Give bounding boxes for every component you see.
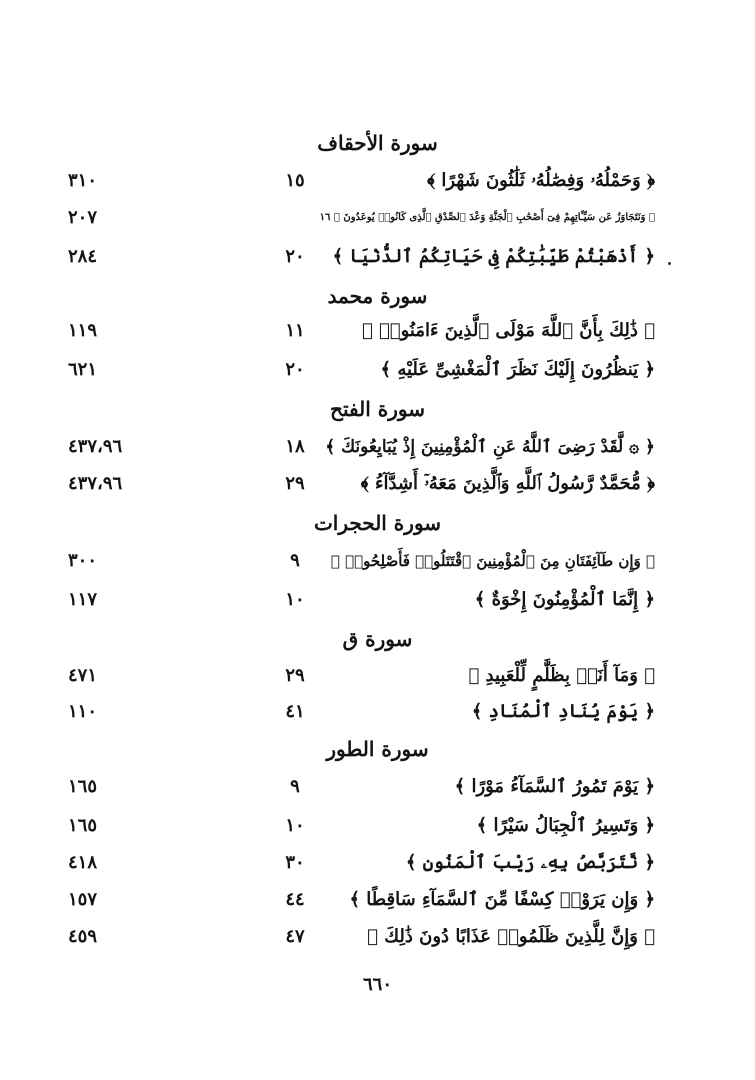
page-refs: ٤٥٩ bbox=[68, 926, 98, 947]
ayah-number: ٢٩ bbox=[285, 473, 305, 494]
verse-text: ﴿ ذَٰلِكَ بِأَنَّ ٱللَّهَ مَوْلَى ٱلَّذِينَ ءَامَنُوا۟ ﴾ bbox=[361, 320, 655, 341]
page-refs: ١٦٥ bbox=[68, 815, 98, 836]
ayah-number: ٢٩ bbox=[285, 665, 305, 686]
verse-row bbox=[0, 885, 755, 915]
verse-text: ﴿ يَوْمَ تَمُورُ ٱلسَّمَآءُ مَوْرًا ﴾ bbox=[454, 776, 655, 797]
page-refs: ٣٠٠ bbox=[68, 550, 98, 571]
page-refs: ٤٧١ bbox=[68, 665, 98, 686]
ayah-number: ٩ bbox=[290, 776, 300, 797]
ayah-number: ١٠ bbox=[285, 815, 305, 836]
verse-text: ﴿ وَإِنَّ لِلَّذِينَ ظَلَمُوا۟ عَذَابًا دُونَ ذَٰلِكَ ﴾ bbox=[367, 926, 655, 947]
verse-row bbox=[0, 922, 755, 952]
verse-text: ﴿ ۞ لَّقَدْ رَضِىَ ٱللَّهُ عَنِ ٱلْمُؤْمِنِينَ إِذْ يُبَايِعُونَكَ ﴾ bbox=[325, 437, 655, 457]
verse-row bbox=[0, 355, 755, 385]
ayah-number: ١١ bbox=[285, 320, 305, 341]
verse-text: ﴿ وَمَآ أَنَا۠ بِظَلَّٰمٍ لِّلْعَبِيدِ ﴾ bbox=[468, 665, 655, 686]
ayah-number: ٤٧ bbox=[285, 926, 305, 947]
page-refs: ١١٧ bbox=[68, 589, 98, 610]
verse-text: ﴿ وَإِن طَآئِفَتَانِ مِنَ ٱلْمُؤْمِنِينَ ٱقْتَتَلُوا۟ فَأَصْلِحُوا۟ ﴾ bbox=[330, 552, 655, 570]
page-refs: ٤١٨ bbox=[68, 852, 98, 873]
surah-heading: سورة الطور bbox=[326, 737, 429, 761]
surah-heading: سورة الفتح bbox=[330, 397, 425, 421]
verse-text: ﴿ وَنَتَجَاوَزُ عَن سَيِّـَٔاتِهِمْ فِىٓ أَصْحَٰبِ ٱلْجَنَّةِ وَعْدَ ٱلصِّدْقِ ٱلَّذِى كَانُوا۟ يُوعَدُونَ ﴾ ١٦ bbox=[319, 212, 655, 223]
page-refs: ٣١٠ bbox=[68, 170, 98, 191]
ayah-number: ٩ bbox=[290, 550, 300, 571]
page-refs: ٤٣٧،٩٦ bbox=[68, 473, 123, 494]
surah-heading: سورة محمد bbox=[327, 284, 428, 308]
verse-row bbox=[0, 242, 755, 272]
ayah-number: ٣٠ bbox=[285, 852, 305, 873]
ayah-number: ٤٤ bbox=[285, 889, 305, 910]
page-refs: ١١٩ bbox=[68, 320, 98, 341]
page-refs: ٢٠٧ bbox=[68, 207, 98, 228]
verse-row bbox=[0, 203, 755, 233]
page-refs: ١٦٥ bbox=[68, 776, 98, 797]
verse-text: ﴿ أَذْهَبْتُمْ طَيِّبَٰتِكُمْ فِى حَيَاتِكُمُ ٱلدُّنْيَا ﴾ bbox=[332, 246, 655, 267]
surah-heading: سورة ق bbox=[342, 627, 413, 651]
verse-text: ﴿ إِنَّمَا ٱلْمُؤْمِنُونَ إِخْوَةٌ ﴾ bbox=[474, 589, 655, 610]
verse-row bbox=[0, 697, 755, 727]
verse-row bbox=[0, 661, 755, 691]
ayah-number: ١٠ bbox=[285, 589, 305, 610]
verse-row bbox=[0, 546, 755, 576]
ayah-number: ٤١ bbox=[285, 701, 305, 722]
verse-row bbox=[0, 316, 755, 346]
page-refs: ١١٠ bbox=[68, 701, 98, 722]
ayah-number: ١٨ bbox=[285, 436, 305, 457]
surah-heading: سورة الحجرات bbox=[313, 511, 442, 535]
page-refs: ١٥٧ bbox=[68, 889, 98, 910]
page-refs: ٢٨٤ bbox=[68, 246, 98, 267]
verse-text: ﴿ يَوْمَ يُنَادِ ٱلْمُنَادِ ﴾ bbox=[471, 701, 655, 722]
verse-row bbox=[0, 848, 755, 878]
surah-heading: سورة الأحقاف bbox=[317, 131, 438, 155]
verse-text: ﴿ وَإِن يَرَوْا۟ كِسْفًا مِّنَ ٱلسَّمَآءِ سَاقِطًا ﴾ bbox=[349, 889, 655, 910]
page-refs: ٤٣٧،٩٦ bbox=[68, 436, 123, 457]
verse-text: ﴿ مُّحَمَّدٌ رَّسُولُ ٱللَّهِ وَٱلَّذِينَ مَعَهُۥٓ أَشِدَّآءُ ﴾ bbox=[360, 473, 655, 494]
page-refs: ٦٢١ bbox=[68, 359, 98, 380]
ayah-number: ٢٠ bbox=[285, 246, 305, 267]
ayah-number: ١٥ bbox=[285, 170, 305, 191]
verse-text: ﴿ وَتَسِيرُ ٱلْجِبَالُ سَيْرًا ﴾ bbox=[476, 815, 655, 836]
verse-text: ﴿ وَحَمْلُهُۥ وَفِصَٰلُهُۥ ثَلَٰثُونَ شَهْرًا ﴾ bbox=[427, 170, 655, 191]
verse-row bbox=[0, 469, 755, 499]
verse-row bbox=[0, 811, 755, 841]
verse-row bbox=[0, 772, 755, 802]
page-number: ٦٦٠ bbox=[362, 974, 392, 995]
verse-row bbox=[0, 585, 755, 615]
verse-row bbox=[0, 432, 755, 462]
verse-text: ﴿ يَنظُرُونَ إِلَيْكَ نَظَرَ ٱلْمَغْشِىِّ عَلَيْهِ ﴾ bbox=[380, 359, 655, 380]
verse-row bbox=[0, 166, 755, 196]
verse-text: ﴿ نَّتَرَبَّصُ بِهِۦ رَيْبَ ٱلْمَنُونِ ﴾ bbox=[405, 852, 655, 873]
ayah-number: ٢٠ bbox=[285, 359, 305, 380]
